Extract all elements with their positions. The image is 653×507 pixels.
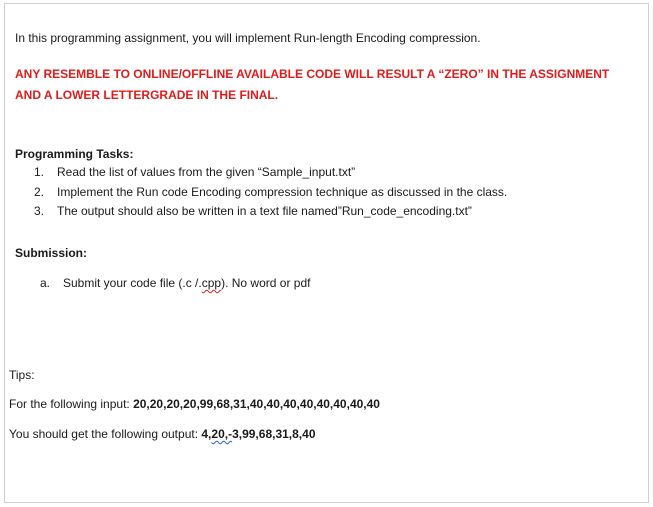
task-text: Read the list of values from the given “Sample_input.txt” xyxy=(57,165,356,179)
warning-line-1: ANY RESEMBLE TO ONLINE/OFFLINE AVAILABLE CODE WILL RESULT A “ZERO” IN THE ASSIGNMENT xyxy=(15,67,610,81)
tips-input-label: For the following input: xyxy=(9,397,134,411)
submission-heading: Submission: xyxy=(15,246,88,260)
submission-item-suffix: ). No word or pdf xyxy=(221,276,311,290)
tips-output-label: You should get the following output: xyxy=(9,427,202,441)
task-number: 3. xyxy=(34,204,45,218)
tips-output-value-end: 3,99,68,31,8,40 xyxy=(232,427,316,441)
tips-input-line xyxy=(9,397,380,412)
tips-output-value-start: 4, xyxy=(201,427,212,441)
spellcheck-word-cpp: cpp xyxy=(201,276,222,290)
tips-output-line xyxy=(9,427,316,442)
submission-item-a xyxy=(40,276,310,291)
submission-item-prefix: Submit your code file (.c /. xyxy=(63,276,202,290)
task-item-1 xyxy=(34,165,355,180)
task-number: 2. xyxy=(34,185,45,199)
grammar-flag-output: 20,- xyxy=(211,427,233,441)
submission-item-number: a. xyxy=(40,276,51,290)
programming-tasks-heading: Programming Tasks: xyxy=(15,147,134,161)
task-item-2 xyxy=(34,185,507,200)
task-item-3 xyxy=(34,204,472,219)
tips-label: Tips: xyxy=(9,368,35,382)
warning-line-2: AND A LOWER LETTERGRADE IN THE FINAL. xyxy=(15,88,279,102)
task-text: Implement the Run code Encoding compression technique as discussed in the class. xyxy=(57,185,508,199)
task-number: 1. xyxy=(34,165,45,179)
task-text: The output should also be written in a text file named”Run_code_encoding.txt” xyxy=(57,204,472,218)
tips-input-value: 20,20,20,20,99,68,31,40,40,40,40,40,40,40,40 xyxy=(133,397,380,411)
intro-text: In this programming assignment, you will implement Run-length Encoding compression. xyxy=(15,31,481,45)
